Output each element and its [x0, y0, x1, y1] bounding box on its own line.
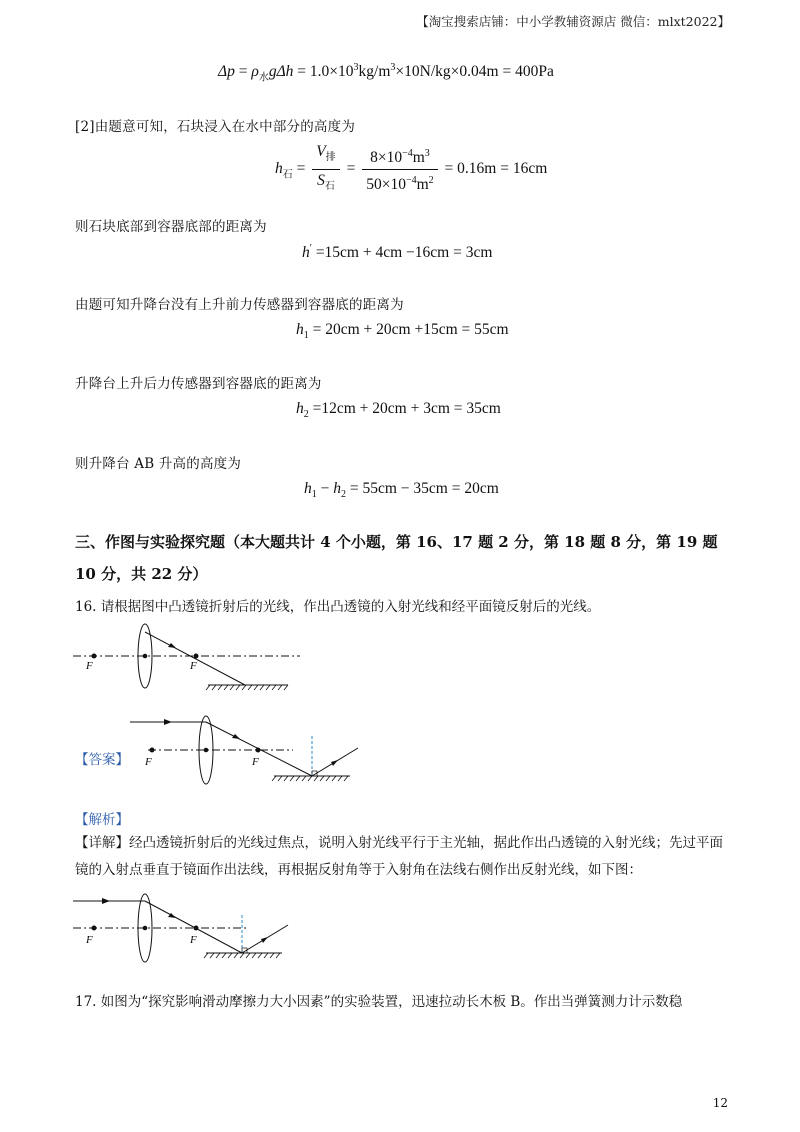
section-title: 三、作图与实验探究题（本大题共计 4 个小题，第 16、17 题 2 分，第 18 题 8 分，第 19 题 10 分，共 22 分） [75, 533, 718, 583]
equation-submerged-height: $h_石$ = $\frac{V_排}{S_石}$ = $\frac{8\times 10^{-4}m^3}{50\times 10^{-4}m^2}$ = 0.16m = 16cm [275, 143, 548, 194]
answer-label: 【答案】 [75, 752, 129, 768]
equation-pressure: $\Delta p = \rho_水g\Delta h = 1.0\times 10^3kg/m^3\times 10N/kg\times 0.04m = 400Pa$ [218, 62, 554, 84]
equation-h1: $h_1 = 20cm + 20cm +15cm = 55cm$ [296, 321, 509, 342]
focus-label-right: F [190, 934, 197, 946]
lens-diagram-detail [70, 885, 310, 965]
detail-text: 经凸透镜折射后的光线过焦点，说明入射光线平行于主光轴，据此作出凸透镜的入射光线；先过平面镜的入射点垂直于镜面作出法线，再根据反射角等于入射角在法线右侧作出反射光线，如下图： [75, 835, 723, 878]
focus-label-right: F [190, 660, 197, 672]
detail-paragraph [75, 830, 725, 884]
question-17: 17. 如图为“探究影响滑动摩擦力大小因素”的实验装置，迅速拉动长木板 B。作出当弹簧测力计示数稳 [75, 994, 683, 1010]
equation-lift-height: $h_1 - h_2 = 55cm - 35cm = 20cm$ [304, 480, 499, 501]
focus-label-left: F [86, 934, 93, 946]
paragraph-lift-height: 则升降台 AB 升高的高度为 [75, 456, 242, 472]
paragraph-submerged-height: [2]由题意可知，石块浸入在水中部分的高度为 [75, 119, 356, 135]
paragraph-raised-distance: 升降台上升后力传感器到容器底的距离为 [75, 376, 322, 392]
equation-stone-distance: h′ =15cm + 4cm −16cm = 3cm [302, 243, 493, 262]
question-16: 16. 请根据图中凸透镜折射后的光线，作出凸透镜的入射光线和经平面镜反射后的光线。 [75, 599, 601, 615]
lens-diagram-answer [128, 708, 368, 788]
lens-diagram-question [70, 618, 310, 693]
focus-label-left: F [86, 660, 93, 672]
analysis-label: 【解析】 [75, 812, 129, 828]
page-number: 12 [712, 1096, 728, 1110]
detail-label: 【详解】 [75, 835, 129, 851]
header-note: 【淘宝搜索店铺：中小学教辅资源店 微信：mlxt2022】 [416, 14, 730, 29]
paragraph-stone-bottom-distance: 则石块底部到容器底部的距离为 [75, 219, 267, 235]
focus-label-right: F [252, 756, 259, 768]
equation-h2: $h_2 =12cm + 20cm + 3cm = 35cm$ [296, 400, 501, 421]
focus-label-left: F [145, 756, 152, 768]
paragraph-initial-distance: 由题可知升降台没有上升前力传感器到容器底的距离为 [75, 297, 404, 313]
